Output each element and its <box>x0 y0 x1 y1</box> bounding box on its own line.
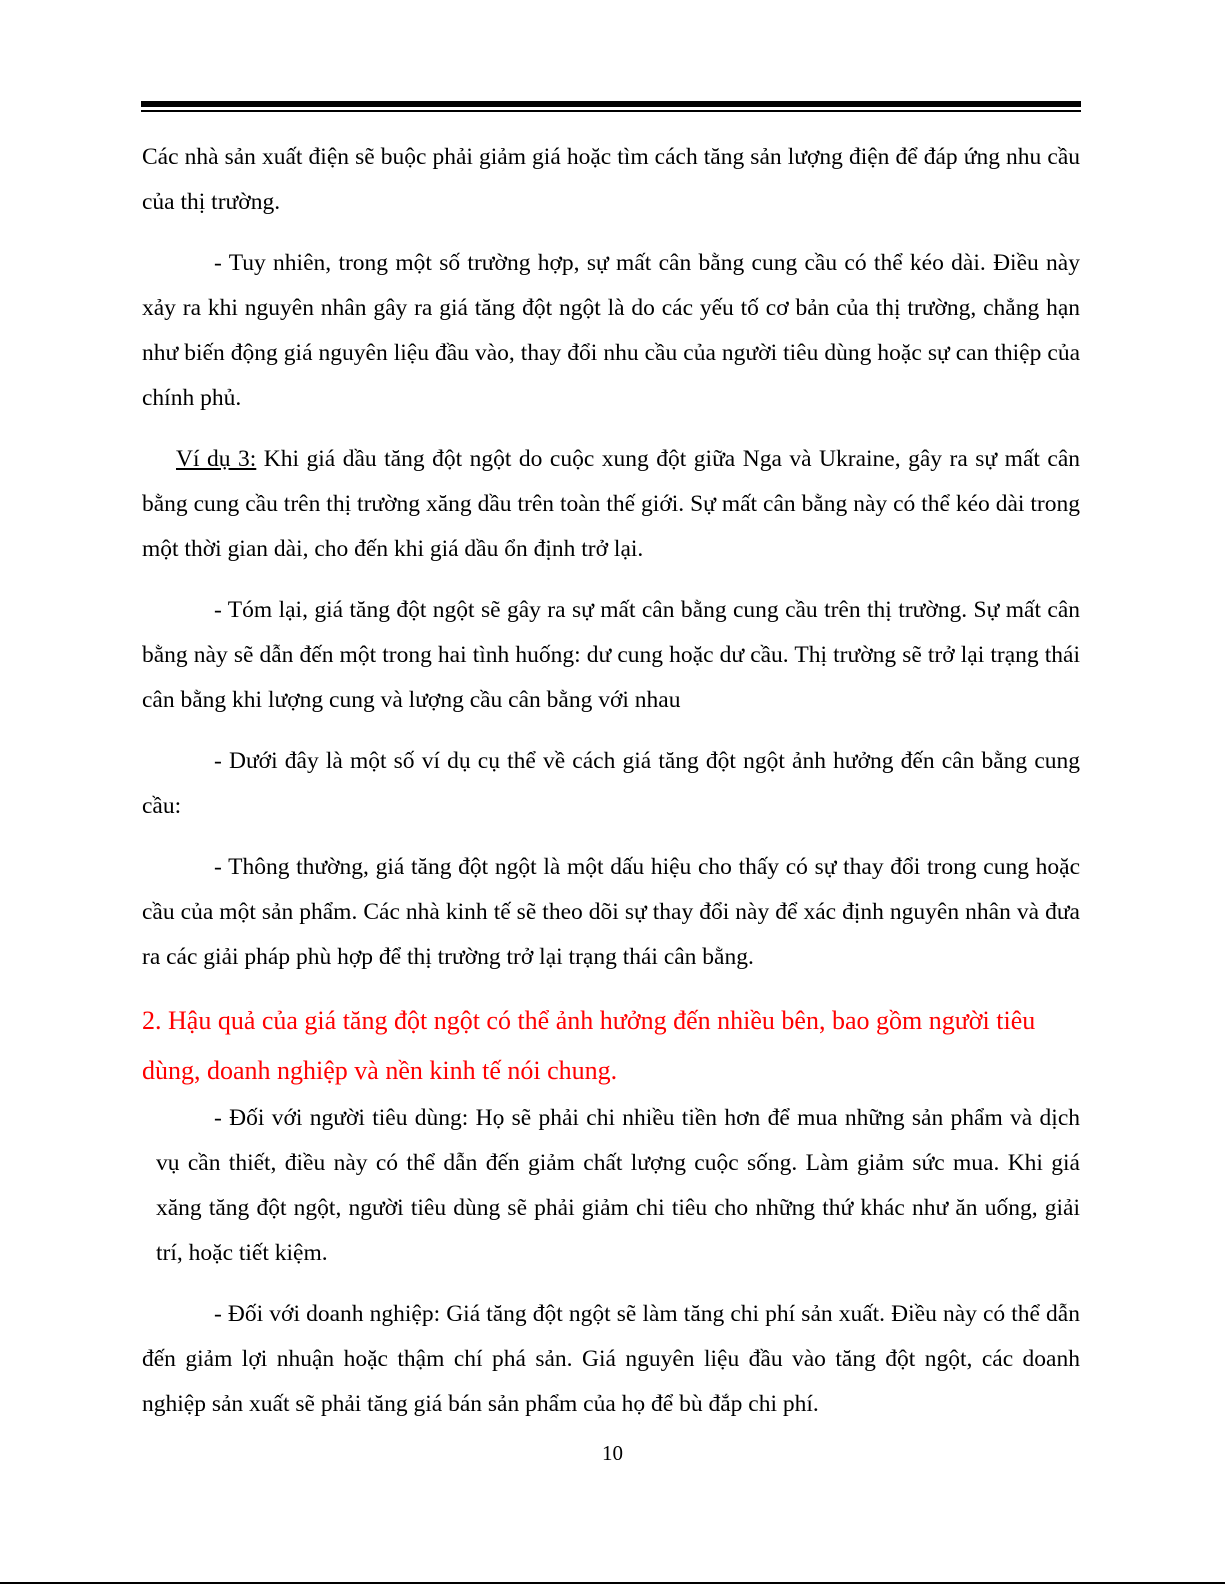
paragraph-5: - Dưới đây là một số ví dụ cụ thể về cách giá tăng đột ngột ảnh hưởng đến cân bằng cung cầu: <box>142 748 1080 819</box>
example-label: Ví dụ 3: <box>176 446 257 472</box>
header-rule-thick <box>141 101 1081 107</box>
paragraph-6: - Thông thường, giá tăng đột ngột là một dấu hiệu cho thấy có sự thay đổi trong cung hoặc cầu của một sản phẩm. Các nhà kinh tế sẽ theo dõi sự thay đổi này để xác định nguyên nhân và đưa ra các giải pháp phù hợp để thị trường trở lại trạng thái cân bằng. <box>142 854 1080 970</box>
paragraph-2: - Tuy nhiên, trong một số trường hợp, sự mất cân bằng cung cầu có thể kéo dài. Điều này xảy ra khi nguyên nhân gây ra giá tăng đột ngột là do các yếu tố cơ bản của thị trường, chẳng hạn như biến động giá nguyên liệu đầu vào, thay đổi nhu cầu của người tiêu dùng hoặc sự can thiệp của chính phủ. <box>142 250 1080 411</box>
example-paragraph <box>142 437 1080 572</box>
bottom-rule <box>0 1582 1225 1584</box>
paragraph-consumers: - Đối với người tiêu dùng: Họ sẽ phải chi nhiều tiền hơn để mua những sản phẩm và dịch vụ cần thiết, điều này có thể dẫn đến giảm chất lượng cuộc sống. Làm giảm sức mua. Khi giá xăng tăng đột ngột, người tiêu dùng sẽ phải giảm chi tiêu cho những thứ khác như ăn uống, giải trí, hoặc tiết kiệm. <box>156 1105 1080 1266</box>
header-rule-thin <box>141 110 1081 112</box>
paragraph-4: - Tóm lại, giá tăng đột ngột sẽ gây ra sự mất cân bằng cung cầu trên thị trường. Sự mất cân bằng này sẽ dẫn đến một trong hai tình huống: dư cung hoặc dư cầu. Thị trường sẽ trở lại trạng thái cân bằng khi lượng cung và lượng cầu cân bằng với nhau <box>142 597 1080 713</box>
paragraph-businesses: - Đối với doanh nghiệp: Giá tăng đột ngột sẽ làm tăng chi phí sản xuất. Điều này có thể dẫn đến giảm lợi nhuận hoặc thậm chí phá sản. Giá nguyên liệu đầu vào tăng đột ngột, các doanh nghiệp sản xuất sẽ phải tăng giá bán sản phẩm của họ để bù đắp chi phí. <box>142 1301 1080 1417</box>
paragraph-1: Các nhà sản xuất điện sẽ buộc phải giảm giá hoặc tìm cách tăng sản lượng điện để đáp ứng nhu cầu của thị trường. <box>142 144 1080 215</box>
example-text: Khi giá dầu tăng đột ngột do cuộc xung đột giữa Nga và Ukraine, gây ra sự mất cân bằng cung cầu trên thị trường xăng dầu trên toàn thế giới. Sự mất cân bằng này có thể kéo dài trong một thời gian dài, cho đến khi giá dầu ổn định trở lại. <box>142 446 1081 562</box>
page-content <box>142 135 1080 1427</box>
page-number: 10 <box>602 1441 623 1465</box>
section-heading: 2. Hậu quả của giá tăng đột ngột có thể ảnh hưởng đến nhiều bên, bao gồm người tiêu dùng, doanh nghiệp và nền kinh tế nói chung. <box>142 1006 1036 1085</box>
